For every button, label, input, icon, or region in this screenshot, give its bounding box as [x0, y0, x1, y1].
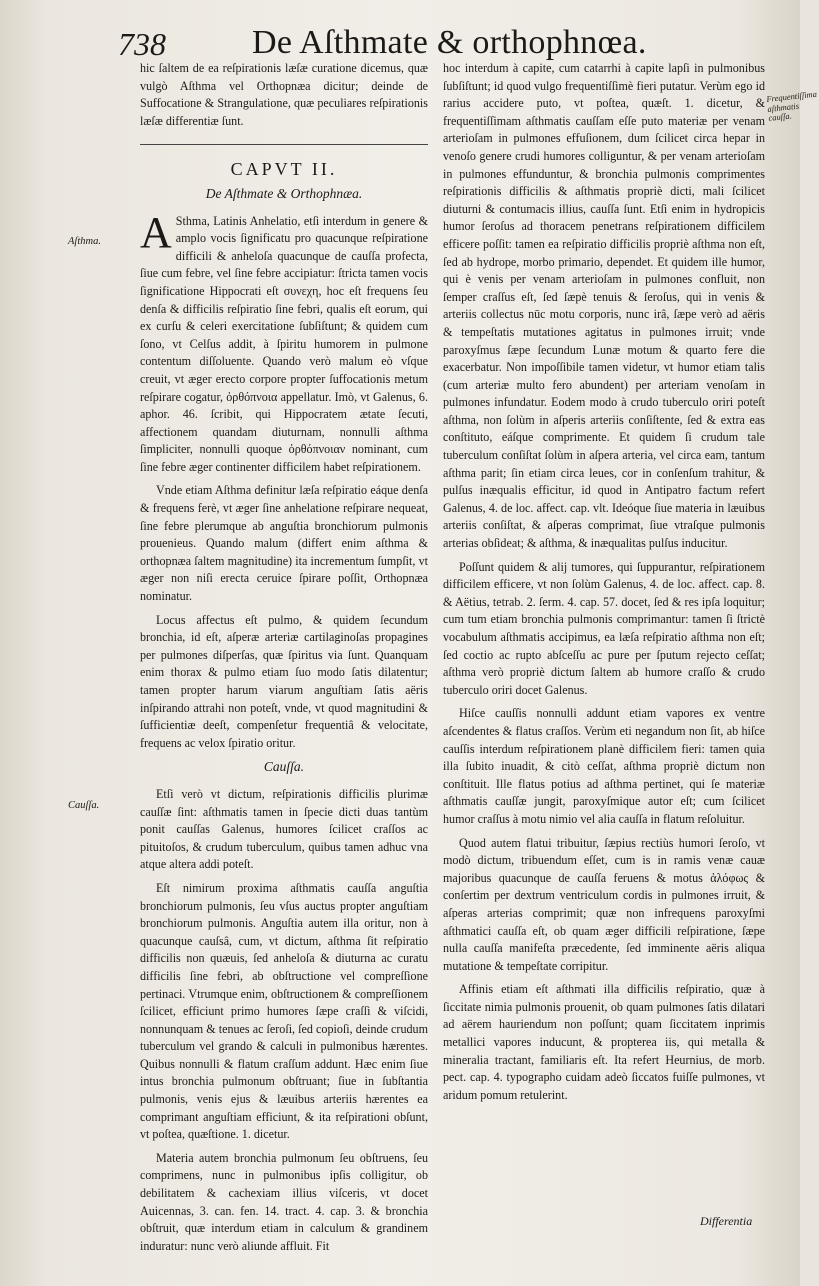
- margin-note-asthma: Aſthma.: [68, 236, 101, 247]
- paragraph-materia: Materia autem bronchia pulmonum ſeu obſtruens, ſeu comprimens, nunc in pulmonibus ipſis colligitur, ob debilitatem & cachexiam illius viſceris, vt docet Auicennas, 3. can. fen. 14. tract. 4. cap. 3. & bronchia obſtruit, quæ interdum etiam in calculum & grandinem induratur: nunc verò aliunde affluit. Fit: [140, 1150, 428, 1253]
- section-divider: [140, 144, 428, 145]
- paragraph-affinis: Affinis etiam eſt aſthmati illa difficilis reſpiratio, quæ à ſiccitate nimia pulmonis prouenit, ob quam pulmones ſatis dilatari ad aërem hauriendum non poſſunt; quam ſiccitatem inprimis metallici vapores inducunt, & propterea iis, qui metalla & mineralia tractant, familiaris eſt. Ita refert Heurnius, de morb. pect. cap. 4. typographo cuidam adeò ſiccatos fuiſſe pulmones, vt aridum pomum retulerint.: [443, 982, 765, 1102]
- paragraph-definition: [140, 207, 428, 477]
- drop-cap: A: [140, 207, 172, 257]
- paragraph-hoc-interdum: hoc interdum à capite, cum catarrhi à capite lapſi in pulmonibus ſubſiſtunt; id quod vulgo frequentiſſimè fieri putatur. Verùm ego id rarius accidere puto, vt poſtea, quæſt. 1. dicetur, & frequentiſſimam aſthmatis cauſſam eſſe puto materiæ per venam arterioſam in pulmones effuſionem, dum ſcilicet circa hepar in venoſo genere crudi humores colliguntur, & per venam arterioſam in pulmones effunduntur, & bronchia pulmonis comprimentes reſpirationis difficilis & aſthmatis propriè dicti, mali ſcilicet diuturni & contumacis illius, cauſſa ſunt. Etſi enim in hydropicis humor ſeroſus ad thoracem penetrans reſpirationem difficilem efficere poſſit: tamen ea reſpiratio difficilis propriè aſthma non eſt, ſed ab hydrope, morbo primario, dependet. Et quidem ille humor, qui è venis per venam arterioſam in pulmones confluit, non ſemper craſſus eſt, ſed ſæpè tenuis & ſeroſus, qui in venis & arteriis collectus nūc motu corporis, nunc irâ, ſæpe verò ad aëris & tempeſtatis mutationes agitatus in pulmones irruit; vnde paroxyſmus ſæpe ſecundum Lunæ motum & quarto fere die exacerbatur. Non impoſſibile tamen videtur, vt humor etiam talis (cum arteriæ multo fero abundent) per arteriam venoſam in pulmones infundatur. Eodem modo à crudo tuberculo oriri poteſt aſthma, non ſolùm in aſperis arteriis conſiſtente, ſed & extra eas conſtituto, eáſque comprimente. Et quidem ſi crudum tale tuberculum conſiſtat ſolùm in aſpera arteria, vel circa eam, tantum aſthma parit; ſin etiam circa leues, cor in conſenſum trahitur, & pulſus inæqualis efficitur, id quod in Antipatro factum refert Galenus, 4. de loc. affect. cap. vlt. Ideóque ſiue materia in læuibus arteriis conſiſtat, & aſperas comprimat, ſiue vtraſque pulmonis arterias obſideat; & aſthma, & inæqualitas pulſus inducitur.: [443, 61, 765, 551]
- paragraph-hisce: Hiſce cauſſis nonnulli addunt etiam vapores ex ventre aſcendentes & flatus craſſos. Verùm eti negandum non ſit, ab hiſce cauſſis interdum reſpirationem planè difficilem fieri: tamen quia illa ſubito inuadit, & citò ceſſat, aſthma propriè dictum non conſtituit. Ille flatus potius ad aſthma pertinet, qui ſe materiæ aſthmatis cauſſæ jungit, paroxyſmique autor eſt; cum ſcilicet humor craſſus à motu nimio vel alia cauſſa in flatum reſoluitur.: [443, 706, 765, 826]
- chapter-subtitle: De Aſthmate & Orthophnæa.: [205, 185, 363, 201]
- section-heading-caussa: Cauſſa.: [263, 759, 305, 775]
- margin-note-caussa: Cauſſa.: [68, 800, 100, 811]
- left-column: [140, 60, 428, 1261]
- catchword: Differentia: [700, 1214, 753, 1228]
- page-header: [112, 18, 672, 66]
- paragraph-quod-autem: Quod autem flatui tribuitur, ſæpius rectiùs humori ſeroſo, vt modò dictum, tribuendum eſſet, cum is in ramis venæ cauæ majoribus quacunque de cauſſa feruens & motus ἀλόφως & conſertim per dextrum ventriculum cordis in pulmones irruit, & aſperas arterias comprimit; quæ non infrequens paroxyſmi aſthmatici cauſſa eſt, ob quam æger difficili reſpiratione, ſæpe nulla cauſſa manifeſta præcedente, ſed imminente aëris aliqua mutatione & tempeſtate corripitur.: [443, 835, 765, 973]
- intro-paragraph: hic ſaltem de ea reſpirationis læſæ curatione dicemus, quæ vulgò Aſthma vel Orthopnæa dicitur; deinde de Suffocatione & Strangulatione, quæ peculiares reſpirationis læſæ differentiæ ſunt.: [140, 61, 428, 128]
- right-column: [443, 60, 765, 1110]
- chapter-heading: CAPVT II.: [230, 159, 338, 180]
- paragraph-est-nimirum: Eſt nimirum proxima aſthmatis cauſſa anguſtia bronchiorum pulmonis, ſeu vſus auctus propter anguſtiam bronchiorum pulmonis. Anguſtia autem illa oritur, non à quacunque cauſsâ, cum, vt dictum, aſthma ſit reſpiratio difficilis non quæuis, ſed anheloſa & diuturna ac curatu difficilis ſine febri, ab obſtructione vel compreſſione pertinaci. Vtrumque enim, obſtructionem & compreſſionem ſcilicet, efficiunt primo humores ſæpe craſſi & viſcidi, nonnunquam & tenues ac ſeroſi, ſed copioſi, deinde crudum tuberculum vel grando & calculi in pulmonibus hærentes. Quibus nonnulli & flatum craſſum addunt. Hæc enim ſiue intus bronchia pulmonum obſtruant; ſiue in ſubſtantia pulmonis, venis ejus & læuibus arteriis hærentes ea comprimant anguſtiam efficiunt, & ita reſpirationi obſunt, vt poſtea, quæſtione. 1. dicetur.: [140, 880, 428, 1142]
- paragraph-definition-text: Sthma, Latinis Anhelatio, etſi interdum in genere & amplo vocis ſignificatu pro quacunque reſpiratione difficili & anheloſa quacunque de cauſſa profecta, ſiue cum febre, vel ſine febre accipiatur: ſtricta tamen vocis ſignificatione Hippocrati eſt συνεχη, hoc eſt frequens ſeu denſa & difficilis reſpiratio ſine febri, qualis eſt eorum, qui ex curſu & celeri exercitatione ſubſiſtunt; & quidem cum ſono, vt Celſus addit, à ſpiritu humorem in pulmone contentum diſſoluente. Quando verò malum eò vſque creuit, vt æger erecto corpore propter ſuffocationis metum reſpirare cogatur, ὀρθόπνοια appellatur. Imò, vt Galenus, 6. aphor. 46. ſcribit, qui Hippocratem ætate ſecuti, affectionem quandam diuturnam, nonnulli aſthma ſimpliciter, nonnulli quoque ὀρθόπνοιαν nominant, cum ſine febre æger continenter difficilem habet reſpirationem.: [140, 213, 428, 474]
- paragraph-locus: Locus affectus eſt pulmo, & quidem ſecundum bronchia, id eſt, aſperæ arteriæ cartilaginoſas propagines per pulmones diſperſas, quæ ſpiritus via ſunt. Quanquam enim thorax & pulmo etiam ſuo modo ſatis dilatentur; tamen propter harum viarum anguſtiam ſatis aëris inſpirando attrahi non poteſt, vnde, vt quod magnitudini & ſufficientiæ deeſt, compenſetur frequentiâ & velocitate, frequens ac velox ſpiratio oritur.: [140, 612, 428, 750]
- paragraph-unde: Vnde etiam Aſthma definitur læſa reſpiratio eáque denſa & frequens ferè, vt æger ſine anhelatione reſpirare nequeat, ſine febre plerumque ab anguſtia bronchiorum pulmonis prouenieus. Quando malum (differt enim aſthma & orthopnæa ſaltem magnitudine) ita incrementum ſumpſit, vt æger non niſi erecta ceruice ſpirare poſſit, Orthopnæa nominatur.: [140, 483, 428, 604]
- margin-note-frequentissima: Frequentiſſima aſthmatis cauſſa.: [765, 88, 818, 123]
- page-number: 738: [118, 26, 166, 62]
- paragraph-possunt: Poſſunt quidem & alij tumores, qui ſuppurantur, reſpirationem difficilem efficere, vt non ſolùm Galenus, 4. de loc. affect. cap. 8. & Aëtius, tetrab. 2. ſerm. 4. cap. 57. docet, ſed & res ipſa loquitur; cum tum etiam bronchia pulmonis comprimantur: tamen ſi ſtrictè vocabulum aſthmatis accipimus, ea læſa reſpiratio aſthma non eſt; ſed coctio ac rupto abſceſſu ac pure per ſputum rejecto ceſſat; aſthma verò propriè dictum ſaltem ab humore craſſo & crudo tuberculo oriri docet Galenus.: [443, 559, 765, 697]
- running-title: De Aſthmate & orthophnœa.: [252, 24, 647, 61]
- paragraph-etsi: Etſi verò vt dictum, reſpirationis difficilis plurimæ cauſſæ ſint: aſthmatis tamen in ſpecie dicti duas tantùm ponit cauſſas Galenus, humores ſcilicet craſſos ac pituitoſos, & crudum tuberculum, quibus tamen adhuc vna atque altera addi poteſt.: [140, 786, 428, 872]
